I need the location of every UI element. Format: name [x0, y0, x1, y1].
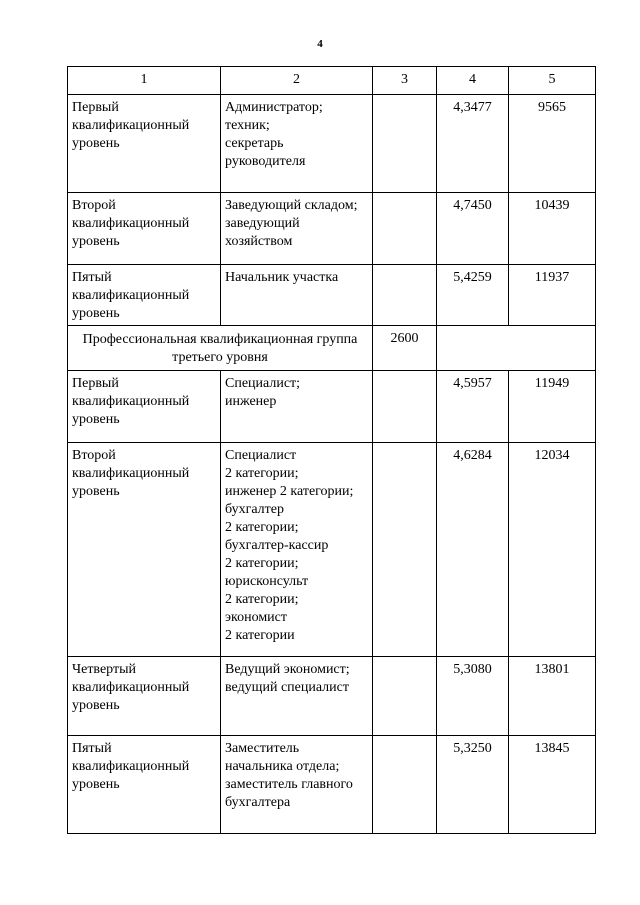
base-cell [373, 371, 437, 443]
salary-table [67, 66, 596, 834]
header-col-3: 3 [373, 67, 437, 95]
level-cell: Второй квалификационный уровень [68, 443, 221, 657]
group-row [68, 326, 596, 371]
level-cell: Пятый квалификационный уровень [68, 265, 221, 326]
positions-cell: Специалист; инженер [221, 371, 373, 443]
level-cell: Четвертый квалификационный уровень [68, 657, 221, 736]
base-cell [373, 265, 437, 326]
level-cell: Второй квалификационный уровень [68, 193, 221, 265]
table-row [68, 443, 596, 657]
header-col-5: 5 [509, 67, 596, 95]
salary-cell: 12034 [509, 443, 596, 657]
level-cell: Пятый квалификационный уровень [68, 736, 221, 834]
table-row [68, 736, 596, 834]
table-row [68, 371, 596, 443]
coef-cell: 5,3080 [437, 657, 509, 736]
positions-cell: Ведущий экономист; ведущий специалист [221, 657, 373, 736]
group-title-line1: Профессиональная квалификационная группа [82, 332, 358, 347]
header-col-2: 2 [221, 67, 373, 95]
group-title-cell [68, 326, 373, 371]
header-col-1: 1 [68, 67, 221, 95]
salary-cell: 9565 [509, 95, 596, 193]
base-cell [373, 736, 437, 834]
salary-cell: 13845 [509, 736, 596, 834]
table-row [68, 193, 596, 265]
table-header-row [68, 67, 596, 95]
coef-cell: 4,6284 [437, 443, 509, 657]
coef-cell: 5,4259 [437, 265, 509, 326]
coef-cell: 4,7450 [437, 193, 509, 265]
coef-cell: 4,3477 [437, 95, 509, 193]
base-cell [373, 193, 437, 265]
positions-cell: Начальник участка [221, 265, 373, 326]
header-col-4: 4 [437, 67, 509, 95]
table-row [68, 265, 596, 326]
base-cell [373, 95, 437, 193]
group-title-line2: третьего уровня [172, 350, 268, 365]
coef-cell: 4,5957 [437, 371, 509, 443]
page-number: 4 [317, 38, 323, 50]
table-row [68, 95, 596, 193]
base-cell [373, 443, 437, 657]
table-row [68, 657, 596, 736]
positions-cell: Заведующий складом; заведующий хозяйством [221, 193, 373, 265]
positions-cell: Администратор; техник; секретарь руководителя [221, 95, 373, 193]
base-cell [373, 657, 437, 736]
positions-cell: Заместитель начальника отдела; заместитель главного бухгалтера [221, 736, 373, 834]
group-base-cell: 2600 [373, 326, 437, 371]
level-cell: Первый квалификационный уровень [68, 371, 221, 443]
salary-cell: 11937 [509, 265, 596, 326]
positions-cell: Специалист 2 категории; инженер 2 категории; бухгалтер 2 категории; бухгалтер-кассир 2 категории; юрисконсульт 2 категории; экономист 2 категории [221, 443, 373, 657]
salary-cell: 10439 [509, 193, 596, 265]
salary-cell: 13801 [509, 657, 596, 736]
group-empty-cell [437, 326, 596, 371]
coef-cell: 5,3250 [437, 736, 509, 834]
salary-cell: 11949 [509, 371, 596, 443]
level-cell: Первый квалификационный уровень [68, 95, 221, 193]
